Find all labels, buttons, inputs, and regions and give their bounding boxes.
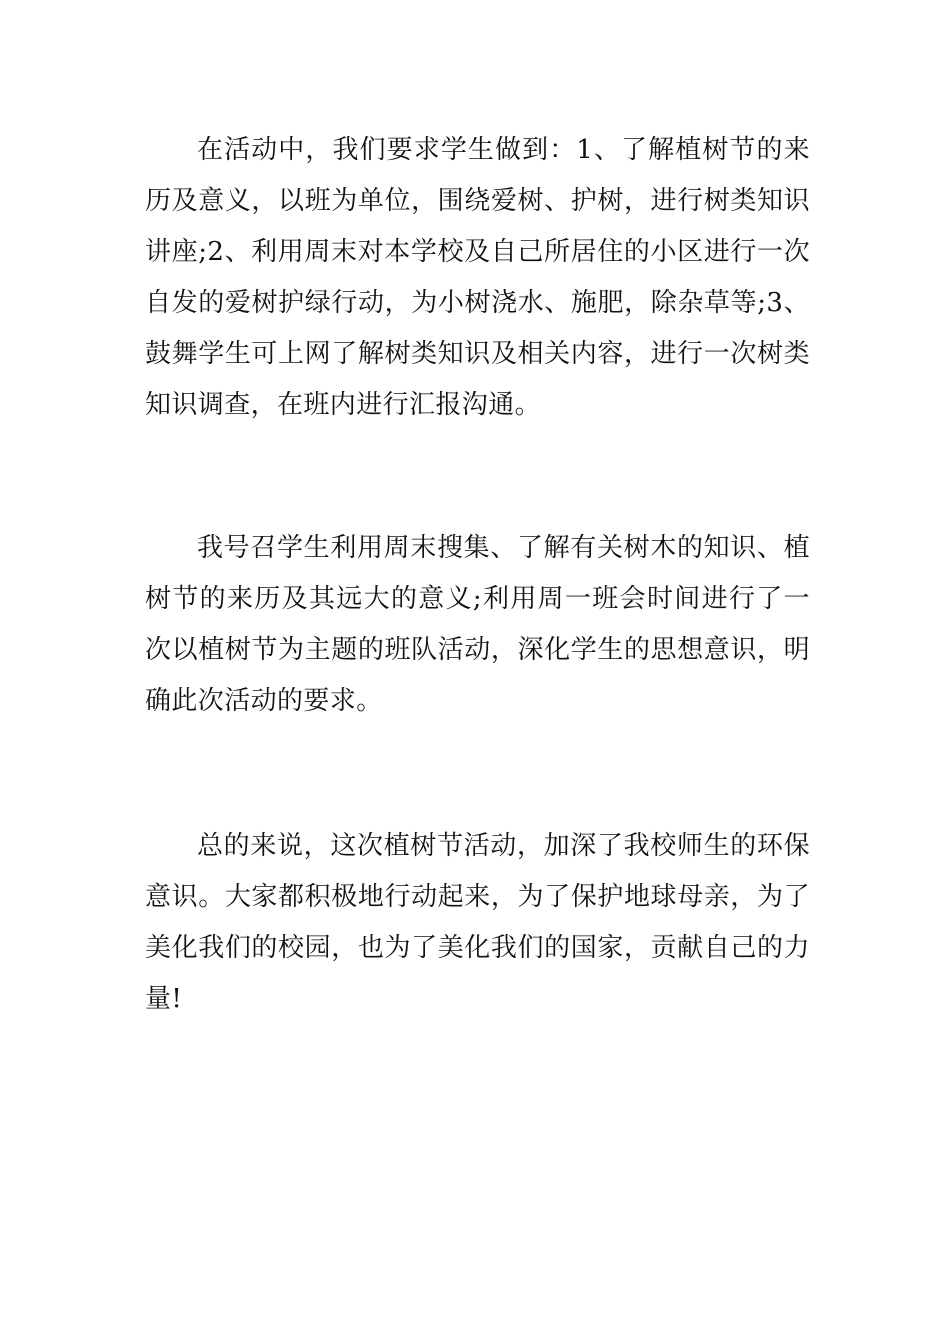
paragraph-weekend-collection: 我号召学生利用周末搜集、了解有关树木的知识、植树节的来历及其远大的意义;利用周一班会时间进行了一次以植树节为主题的班队活动，深化学生的思想意识，明确此次活动的要求。 bbox=[145, 533, 810, 716]
paragraph-activity-requirements: 在活动中，我们要求学生做到：1、了解植树节的来历及意义，以班为单位，围绕爱树、护树，进行树类知识讲座;2、利用周末对本学校及自己所居住的小区进行一次自发的爱树护绿行动，为小树浇水、施肥，除杂草等;3、鼓舞学生可上网了解树类知识及相关内容，进行一次树类知识调查，在班内进行汇报沟通。 bbox=[145, 135, 810, 420]
paragraph-summary: 总的来说，这次植树节活动，加深了我校师生的环保意识。大家都积极地行动起来，为了保护地球母亲，为了美化我们的校园，也为了美化我们的国家，贡献自己的力量! bbox=[145, 831, 810, 1014]
